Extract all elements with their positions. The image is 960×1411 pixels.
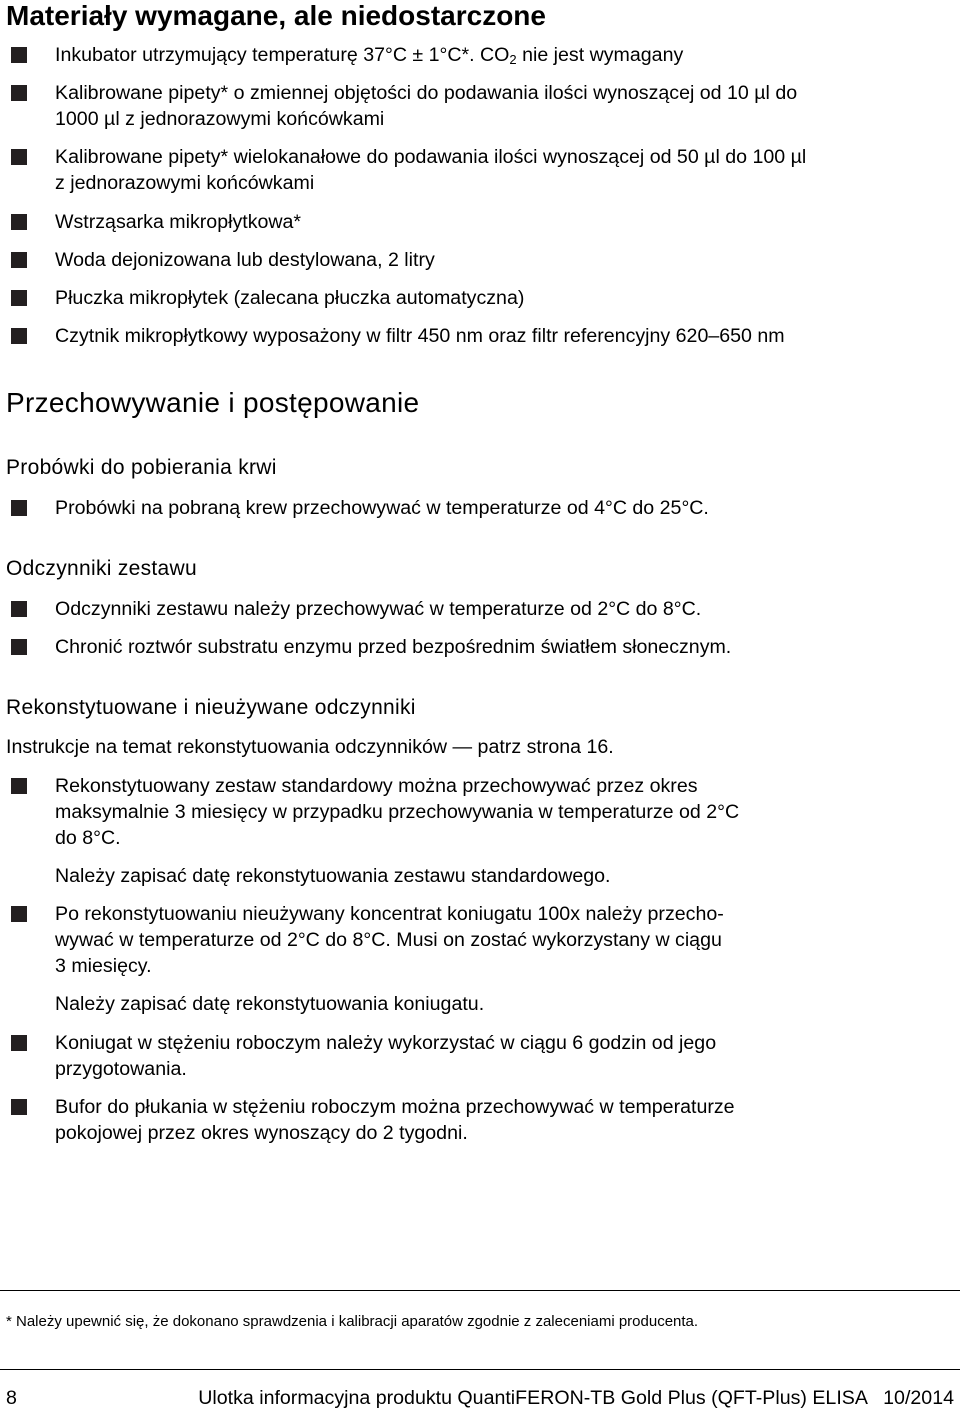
list-item: Woda dejonizowana lub destylowana, 2 litry — [55, 249, 435, 271]
bullet-icon — [11, 149, 27, 165]
bullet-icon — [11, 1099, 27, 1115]
list-item-note: Należy zapisać datę rekonstytuowania zestawu standardowego. — [55, 865, 611, 887]
bullet-icon — [11, 328, 27, 344]
bullet-icon — [11, 500, 27, 516]
list-item: Bufor do płukania w stężeniu roboczym można przechowywać w temperaturze pokojowej przez okres wynoszący do 2 tygodni. — [55, 1096, 735, 1144]
list-item: Rekonstytuowany zestaw standardowy można przechowywać przez okres maksymalnie 3 miesięcy w przypadku przechowywania w temperaturze od 2°C do 8°C. — [55, 775, 740, 849]
recon-intro: Instrukcje na temat rekonstytuowania odczynników — patrz strona 16. — [6, 736, 614, 758]
bullet-icon — [11, 85, 27, 101]
list-item: Płuczka mikropłytek (zalecana płuczka automatyczna) — [55, 287, 525, 309]
materials-heading: Materiały wymagane, ale niedostarczone — [6, 0, 546, 31]
bullet-icon — [11, 1035, 27, 1051]
bullet-icon — [11, 47, 27, 63]
list-item: Po rekonstytuowaniu nieużywany koncentrat koniugatu 100x należy przecho- wywać w temperaturze od 2°C do 8°C. Musi on zostać wykorzystany w ciągu 3 miesięcy. — [55, 903, 724, 977]
bullet-icon — [11, 778, 27, 794]
footnote: * Należy upewnić się, że dokonano sprawdzenia i kalibracji aparatów zgodnie z zaleceniami producenta. — [6, 1313, 699, 1330]
page-number: 8 — [6, 1387, 17, 1409]
footnote-rule — [0, 1290, 960, 1291]
recon-heading: Rekonstytuowane i nieużywane odczynniki — [6, 696, 416, 719]
footer-rule — [0, 1369, 960, 1370]
bullet-icon — [11, 601, 27, 617]
storage-heading: Przechowywanie i postępowanie — [6, 387, 420, 418]
list-item: Koniugat w stężeniu roboczym należy wykorzystać w ciągu 6 godzin od jego przygotowania. — [55, 1032, 717, 1080]
list-item: Probówki na pobraną krew przechowywać w temperaturze od 4°C do 25°C. — [55, 497, 709, 519]
tubes-heading: Probówki do pobierania krwi — [6, 456, 277, 479]
bullet-icon — [11, 214, 27, 230]
list-item: Inkubator utrzymujący temperaturę 37°C ± 1°C*. $CO_2$ nie jest wymagany — [55, 44, 684, 67]
list-item: Wstrząsarka mikropłytkowa* — [55, 211, 302, 233]
bullet-icon — [11, 290, 27, 306]
reagents-heading: Odczynniki zestawu — [6, 557, 197, 580]
list-item: Kalibrowane pipety* wielokanałowe do podawania ilości wynoszącej od 50 µl do 100 µl z jednorazowymi końcówkami — [55, 146, 807, 194]
list-item-note: Należy zapisać datę rekonstytuowania koniugatu. — [55, 993, 485, 1015]
list-item: Kalibrowane pipety* o zmiennej objętości do podawania ilości wynoszącej od 10 µl do 1000 µl z jednorazowymi końcówkami — [55, 82, 798, 130]
bullet-icon — [11, 639, 27, 655]
list-item: Odczynniki zestawu należy przechowywać w temperaturze od 2°C do 8°C. — [55, 598, 702, 620]
footer-title: Ulotka informacyjna produktu QuantiFERON-TB Gold Plus (QFT-Plus) ELISA 10/2014 — [198, 1387, 954, 1409]
bullet-icon — [11, 906, 27, 922]
list-item: Chronić roztwór substratu enzymu przed bezpośrednim światłem słonecznym. — [55, 636, 732, 658]
list-item: Czytnik mikropłytkowy wyposażony w filtr 450 nm oraz filtr referencyjny 620–650 nm — [55, 325, 785, 347]
bullet-icon — [11, 252, 27, 268]
